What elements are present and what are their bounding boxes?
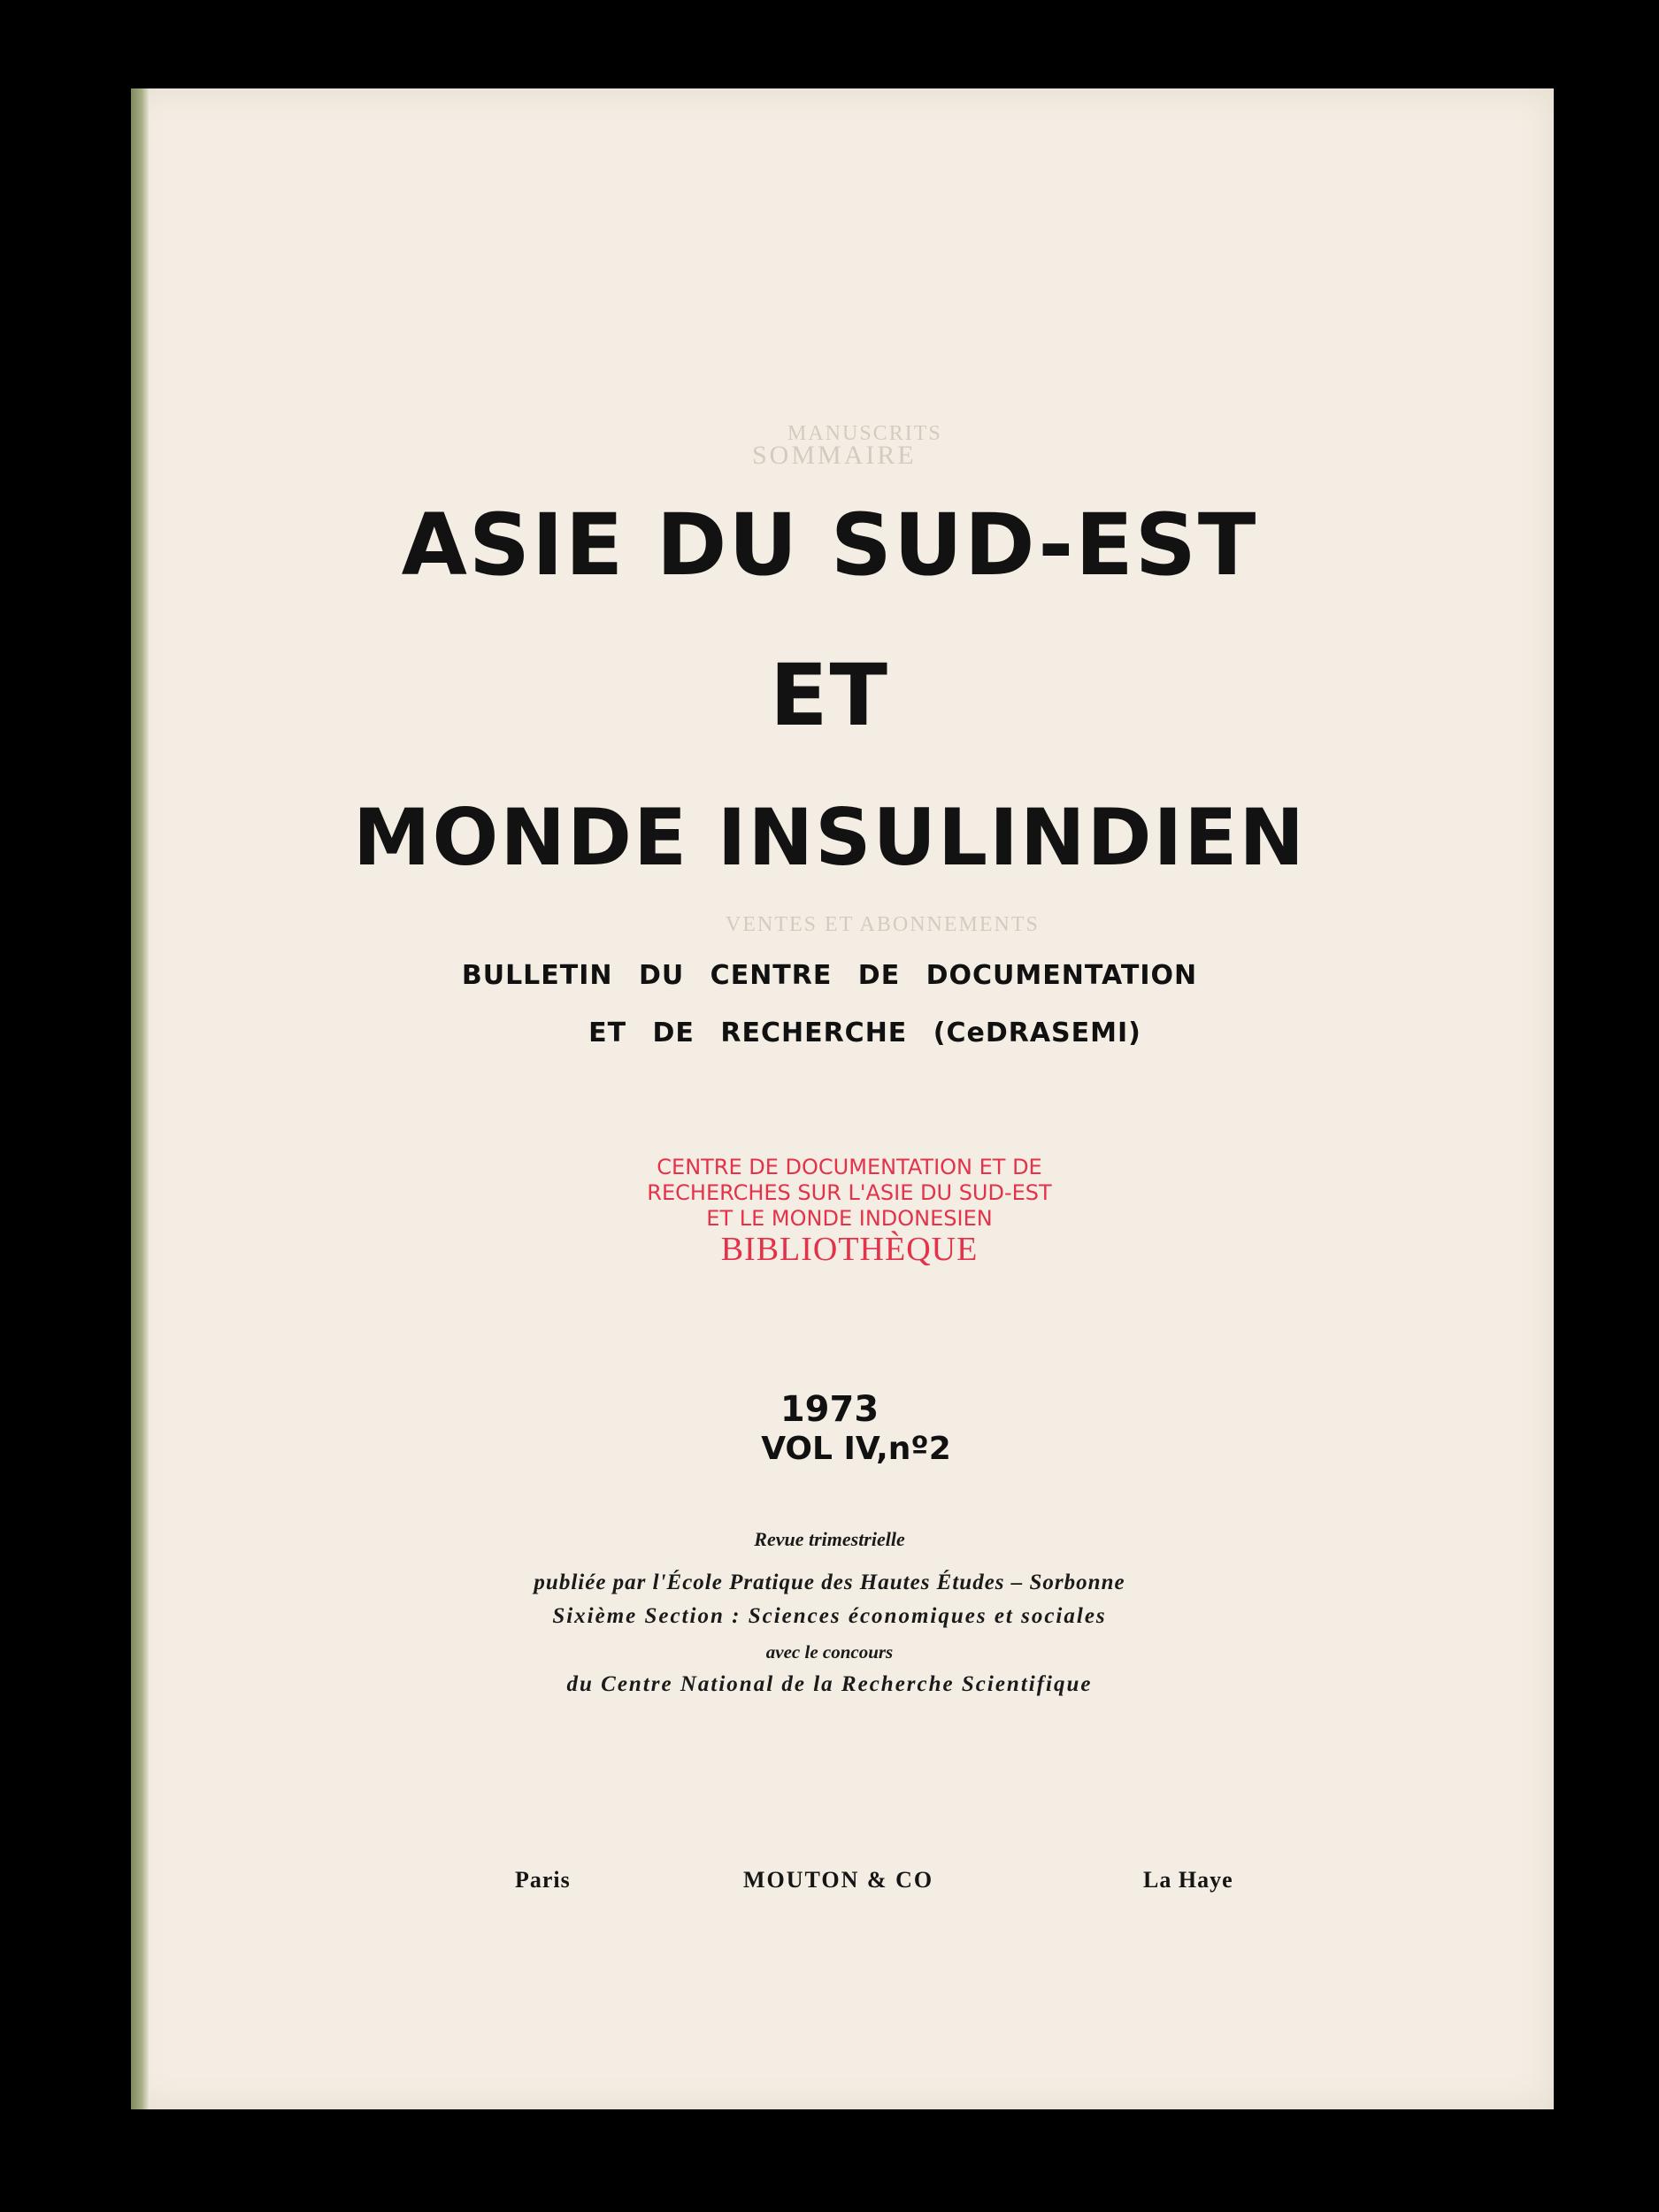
cover-page [131, 88, 1554, 2109]
section-line: Sixième Section : Sciences économiques et sociales [552, 1604, 1107, 1628]
publication-frequency: Revue trimestrielle [754, 1528, 905, 1550]
publisher-line: publiée par l'École Pratique des Hautes Études – Sorbonne [534, 1571, 1125, 1594]
show-through-heading: SOMMAIRE [752, 441, 917, 470]
journal-title-line-3: MONDE INSULINDIEN [352, 792, 1307, 883]
stamp-line: ET LE MONDE INDONESIEN [706, 1206, 993, 1231]
journal-title-line-1: ASIE DU SUD-EST [401, 495, 1258, 595]
imprint-city-la-haye: La Haye [1143, 1867, 1233, 1893]
show-through-heading: MANUSCRITS [787, 422, 942, 445]
show-through-heading: VENTES ET ABONNEMENTS [726, 913, 1040, 936]
cnrs-line: du Centre National de la Recherche Scientifique [566, 1672, 1093, 1696]
journal-title-line-2: ET [769, 646, 890, 745]
spine-edge [131, 88, 149, 2109]
stamp-line: RECHERCHES SUR L'ASIE DU SUD-EST [647, 1180, 1052, 1205]
support-line: avec le concours [765, 1641, 894, 1663]
issue-volume: VOL IV,nº2 [761, 1431, 951, 1467]
imprint-publisher: MOUTON & CO [743, 1867, 934, 1893]
issue-year: 1973 [780, 1389, 879, 1430]
bulletin-subtitle-line-2: ET DE RECHERCHE (CeDRASEMI) [588, 1018, 1141, 1048]
library-stamp [611, 1155, 1088, 1268]
imprint-city-paris: Paris [515, 1867, 571, 1893]
stamp-line: CENTRE DE DOCUMENTATION ET DE [657, 1155, 1042, 1179]
stamp-library-label: BIBLIOTHÈQUE [720, 1231, 979, 1268]
bulletin-subtitle-line-1: BULLETIN DU CENTRE DE DOCUMENTATION [461, 960, 1198, 991]
